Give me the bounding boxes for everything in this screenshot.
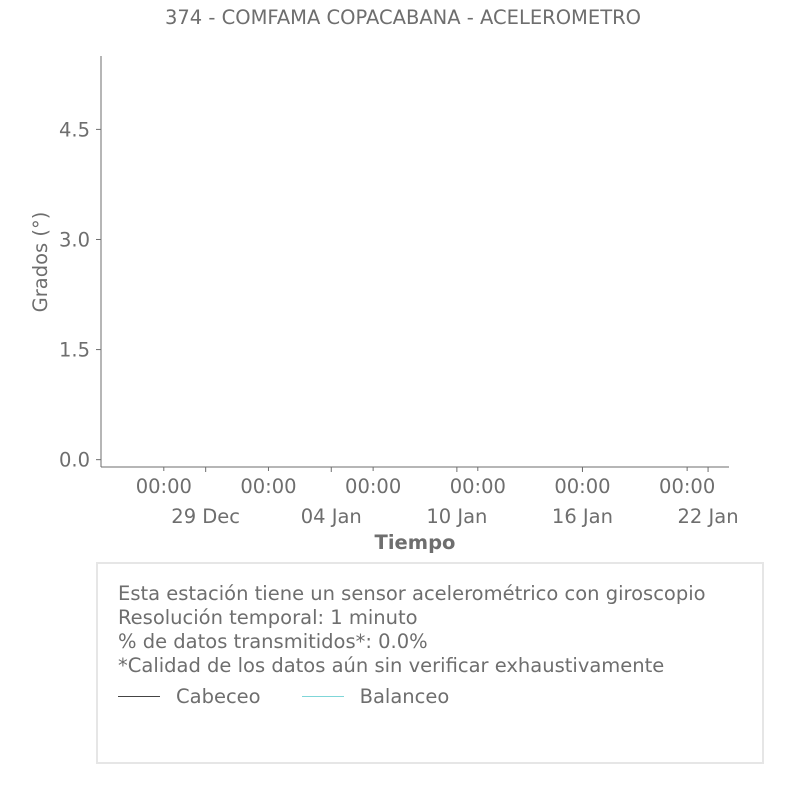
y-tick-label: 4.5: [58, 118, 90, 142]
x-minor-tick-label: 00:00: [240, 475, 297, 498]
y-tick-label: 3.0: [58, 228, 90, 252]
x-major-tick-label: 10 Jan: [426, 505, 488, 528]
x-major-tick-label: 04 Jan: [300, 505, 362, 528]
y-ticks: [59, 118, 101, 471]
legend-info-line: *Calidad de los datos aún sin verificar exhaustivamente: [118, 654, 665, 677]
y-tick-label: 0.0: [58, 448, 90, 472]
legend-swatch: [302, 696, 344, 697]
legend-box: [96, 562, 764, 764]
x-major-tick-label: 29 Dec: [171, 505, 241, 528]
chart-title: 374 - COMFAMA COPACABANA - ACELEROMETRO: [164, 6, 642, 29]
legend-label: Balanceo: [359, 684, 450, 708]
legend-label: Cabeceo: [176, 684, 261, 708]
x-axis-title: Tiempo: [374, 531, 456, 554]
x-major-tick-label: 16 Jan: [551, 505, 614, 528]
x-minor-tick-label: 00:00: [135, 475, 192, 498]
legend-info-line: Esta estación tiene un sensor acelerométrico con giroscopio: [118, 582, 706, 605]
x-major-tick-label: 22 Jan: [677, 505, 739, 528]
x-minor-tick-label: 00:00: [659, 475, 716, 498]
x-minor-tick-label: 00:00: [345, 475, 402, 498]
x-ticks: [136, 467, 739, 528]
x-minor-tick-label: 00:00: [554, 475, 611, 498]
x-minor-tick-label: 00:00: [449, 475, 506, 498]
legend-swatch: [118, 696, 160, 697]
y-tick-label: 1.5: [58, 338, 90, 362]
legend-info-line: % de datos transmitidos*: 0.0%: [118, 630, 428, 653]
legend-info-line: Resolución temporal: 1 minuto: [118, 606, 418, 629]
legend-series: [118, 684, 490, 708]
legend-entry: [302, 685, 450, 708]
legend-entry: [118, 685, 261, 708]
y-axis-title: Grados (°): [29, 211, 52, 313]
legend-info: [118, 582, 706, 678]
